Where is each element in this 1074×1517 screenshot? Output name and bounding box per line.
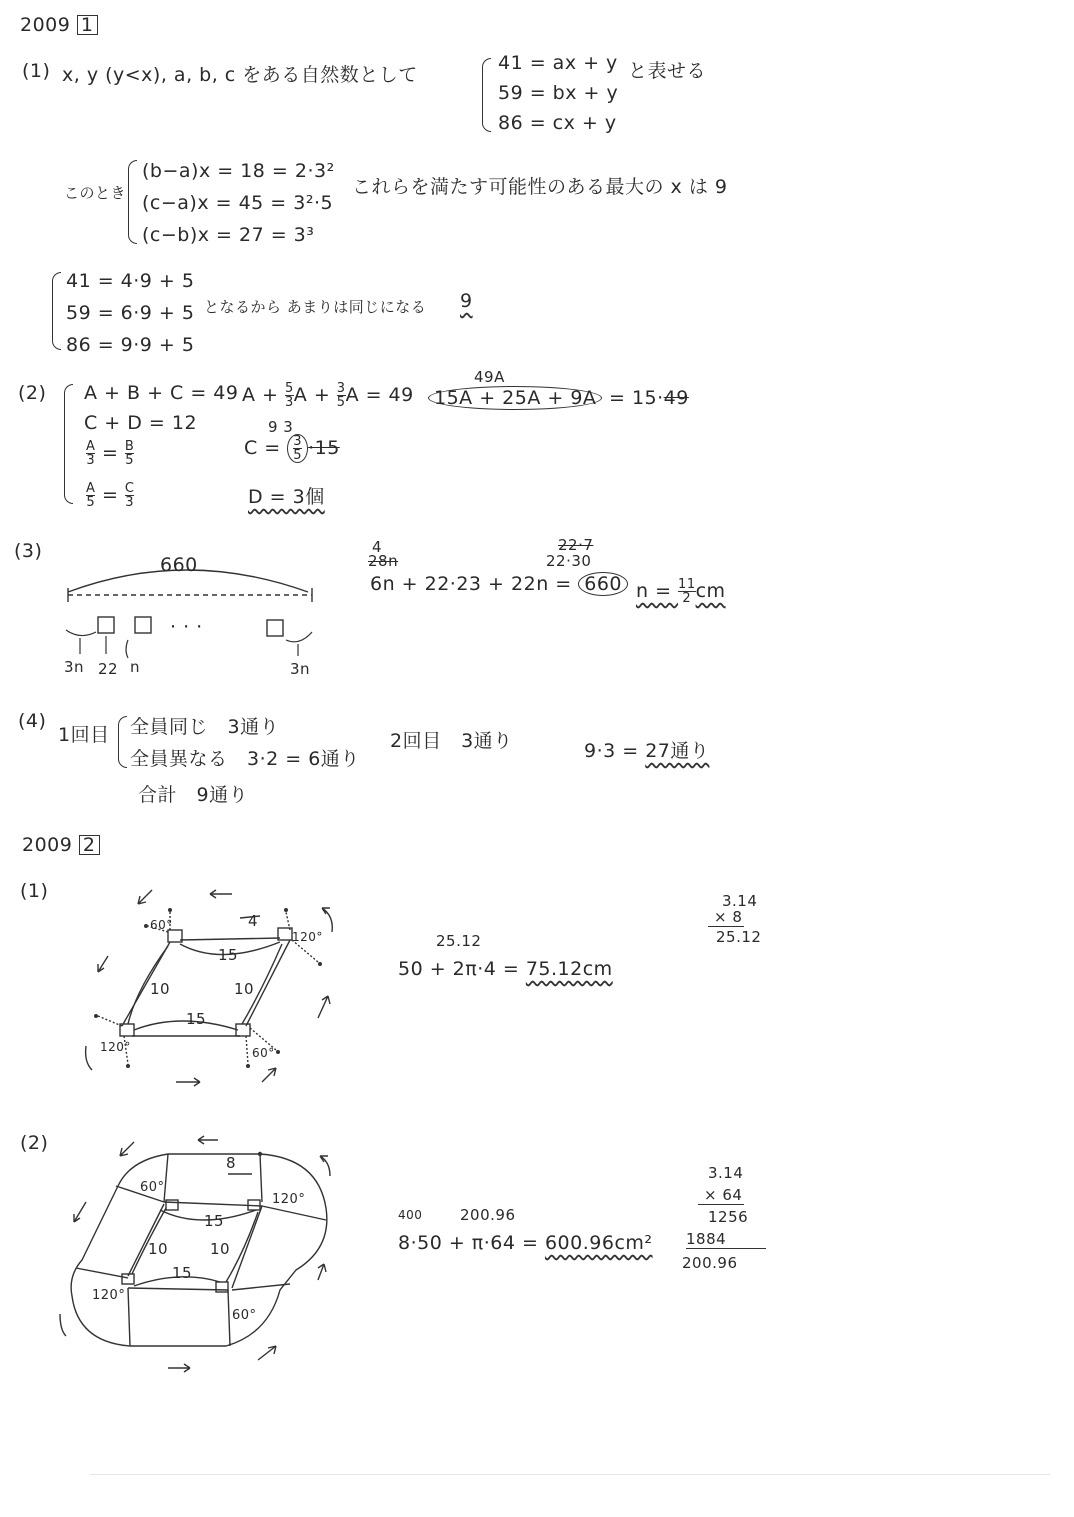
s2-q1-calc-note: 25.12 bbox=[436, 932, 482, 950]
s2-q2-mul-r2: 1884 bbox=[686, 1230, 766, 1249]
q3-expr: 6n + 22·23 + 22n = 660 bbox=[370, 572, 628, 596]
s2-q1-calc: 50 + 2π·4 = 75.12cm bbox=[398, 958, 613, 980]
s2-q2-mul-a: 3.14 bbox=[708, 1164, 744, 1182]
q2-eq1: A + B + C = 49 bbox=[84, 382, 239, 404]
q1-suffix: と表せる bbox=[628, 60, 707, 82]
q4-diff: 全員異なる 3·2 = 6通り bbox=[130, 748, 360, 770]
s2-q1-side-right: 10 bbox=[234, 980, 255, 998]
q1-diff1: (b−a)x = 18 = 2·3² bbox=[142, 160, 335, 182]
s2-q1-mul-b: × 8 bbox=[708, 908, 744, 927]
q2-c-notes: 9 3 bbox=[268, 418, 294, 436]
q2-mult-note: 49A bbox=[474, 368, 505, 386]
s2-q2-side-bottom: 15 bbox=[172, 1264, 193, 1282]
s2-q1-side-bottom: 15 bbox=[186, 1010, 207, 1028]
s2-q2-label: (2) bbox=[20, 1132, 49, 1154]
s2-q1-angle-tr: 120° bbox=[292, 930, 323, 944]
section2-year: 2009 bbox=[22, 834, 73, 856]
q1-check2: 59 = 6·9 + 5 bbox=[66, 302, 195, 324]
q4-round2: 2回目 3通り bbox=[390, 730, 513, 752]
s2-q2-side-top: 15 bbox=[204, 1212, 225, 1230]
q1-eq2: 59 = bx + y bbox=[498, 82, 619, 104]
q4-answer: 9·3 = 27通り bbox=[584, 740, 710, 762]
q1-diff3: (c−b)x = 27 = 3³ bbox=[142, 224, 315, 246]
q1-eq3: 86 = cx + y bbox=[498, 112, 617, 134]
scan-edge-line bbox=[90, 1474, 1050, 1475]
q1-label: (1) bbox=[22, 60, 51, 82]
q3-note-n: 28n bbox=[368, 552, 399, 570]
q1-diff2: (c−a)x = 45 = 3²·5 bbox=[142, 192, 334, 214]
s2-q2-mul-r1: 1256 bbox=[708, 1208, 749, 1226]
s2-q1-label: (1) bbox=[20, 880, 49, 902]
q3-length: 660 bbox=[160, 554, 198, 576]
s2-q2-mul-b: × 64 bbox=[698, 1186, 744, 1205]
q1-konotoki: このとき bbox=[64, 184, 127, 202]
q1-check1: 41 = 4·9 + 5 bbox=[66, 270, 195, 292]
s2-q2-calc: 8·50 + π·64 = 600.96cm² bbox=[398, 1232, 653, 1254]
q3-label-a: 3n bbox=[64, 658, 85, 676]
s2-q2-side-right: 10 bbox=[210, 1240, 231, 1258]
s2-q1-radius: 4 bbox=[248, 912, 259, 930]
q2-eq4: $\frac{A}{5}$ = $\frac{C}{3}$ bbox=[86, 481, 135, 510]
q1-answer: 9 bbox=[460, 290, 473, 312]
q1-check3: 86 = 9·9 + 5 bbox=[66, 334, 195, 356]
q2-label: (2) bbox=[18, 382, 47, 404]
s2-q2-side-left: 10 bbox=[148, 1240, 169, 1258]
s2-q1-angle-tl: 60° bbox=[150, 918, 173, 932]
s2-q2-angle-tr: 120° bbox=[272, 1192, 306, 1207]
q3-dots: · · · bbox=[170, 616, 203, 638]
s2-q2-angle-tl: 60° bbox=[140, 1180, 165, 1195]
q2-substitution: A + $\frac{5}{3}$ A + $\frac{3}{5}$ A = 49 bbox=[242, 381, 414, 410]
q2-eq3: $\frac{A}{3}$ = $\frac{B}{5}$ bbox=[86, 439, 135, 468]
q3-note-n-top: 4 bbox=[372, 538, 383, 556]
section2-number: 2 bbox=[79, 835, 100, 855]
q1-note: となるから あまりは同じになる bbox=[204, 298, 427, 316]
s2-q2-radius: 8 bbox=[226, 1154, 237, 1172]
q4-same: 全員同じ 3通り bbox=[130, 716, 280, 738]
q3-note-top2: 22·30 bbox=[546, 552, 592, 570]
s2-q1-side-top: 15 bbox=[218, 946, 239, 964]
q3-label: (3) bbox=[14, 540, 43, 562]
s2-q1-mul-a: 3.14 bbox=[722, 892, 758, 910]
q2-d-answer: D = 3個 bbox=[248, 486, 325, 508]
s2-q2-note-b: 200.96 bbox=[460, 1206, 516, 1224]
section1-year: 2009 bbox=[20, 14, 71, 36]
q3-answer: n = $\frac{11}{2}$ cm bbox=[636, 577, 726, 606]
s2-q1-mul-res: 25.12 bbox=[716, 928, 762, 946]
section1-number: 1 bbox=[77, 15, 98, 35]
q4-total: 合計 9通り bbox=[138, 784, 249, 806]
q2-mult: 15A + 25A + 9A = 15·49 bbox=[428, 386, 689, 410]
s2-q2-angle-bl: 120° bbox=[92, 1288, 126, 1303]
q1-eq1: 41 = ax + y bbox=[498, 52, 618, 74]
s2-q2-mul-res: 200.96 bbox=[682, 1254, 738, 1272]
q1-conclusion: これらを満たす可能性のある最大の x は 9 bbox=[352, 176, 728, 198]
s2-q1-angle-bl: 120° bbox=[100, 1040, 131, 1054]
s2-q1-side-left: 10 bbox=[150, 980, 171, 998]
q3-note-top1: 22·7 bbox=[558, 536, 594, 554]
s2-q1-angle-br: 60° bbox=[252, 1046, 275, 1060]
q2-eq2: C + D = 12 bbox=[84, 412, 198, 434]
s2-q2-note-a: 400 bbox=[398, 1208, 423, 1222]
q3-label-b: 22 bbox=[98, 660, 119, 678]
q4-label: (4) bbox=[18, 710, 47, 732]
q3-label-d: 3n bbox=[290, 660, 311, 678]
s2-q2-angle-br: 60° bbox=[232, 1308, 257, 1323]
q1-intro: x, y (y<x), a, b, c をある自然数として bbox=[62, 64, 418, 86]
q3-label-c: n bbox=[130, 658, 141, 676]
q2-c-calc: C = $\frac{3}{5}$ ·15 bbox=[244, 434, 340, 463]
q4-round1: 1回目 bbox=[58, 724, 110, 746]
